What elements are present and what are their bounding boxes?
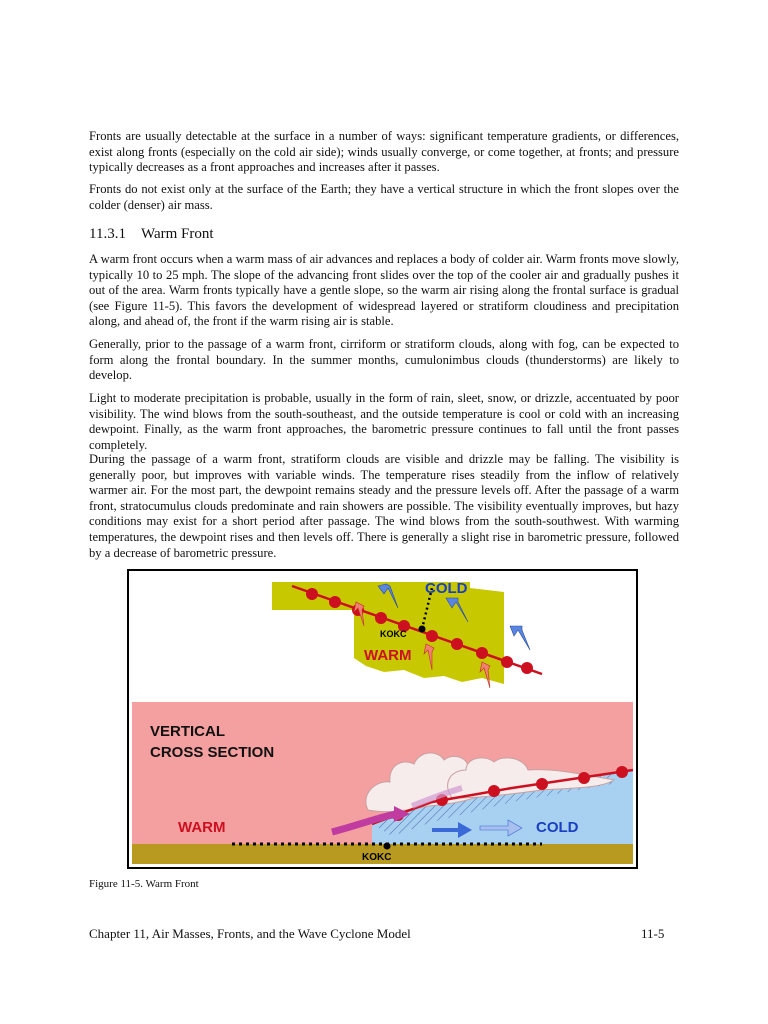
figure-caption: Figure 11-5. Warm Front: [89, 878, 199, 890]
warm-front-figure: [127, 569, 638, 869]
map-cold-label: COLD: [425, 580, 468, 597]
cross-section-warm-label: WARM: [178, 819, 226, 836]
front-semicircle: [536, 778, 548, 790]
front-semicircle: [501, 656, 513, 668]
paragraph-fronts-detectable: Fronts are usually detectable at the surface in a number of ways: significant temperature gradients, or differences, exist along fronts (especially on the cold air side); winds usually converge, or come together, at fronts; and pressure typically decreases as a front approaches and increases after it passes.: [89, 129, 679, 175]
cross-section-title-line2: CROSS SECTION: [150, 744, 275, 761]
paragraph-precipitation: Light to moderate precipitation is probable, usually in the form of rain, sleet, snow, or drizzle, accentuated by poor visibility. The wind blows from the south-southeast, and the outside temperature is cool or cold with an increasing dewpoint. Finally, as the warm front approaches, the barometric pressure continues to fall until the front passes completely.: [89, 391, 679, 452]
front-semicircle: [426, 630, 438, 642]
paragraph-warm-front-definition: A warm front occurs when a warm mass of air advances and replaces a body of colder air. Warm fronts move slowly, typically 10 to 25 mph. The slope of the advancing front slides over the top of the cooler air and gradually pushes it out of the area. Warm fronts typically have a gentle slope, so the warm air rising along the frontal surface is gradual (see Figure 11-5). This favors the development of widespread layered or stratiform cloudiness and precipitation along, and ahead of, the front if the warm rising air is stable.: [89, 252, 679, 329]
front-semicircle: [578, 772, 590, 784]
paragraph-vertical-structure: Fronts do not exist only at the surface of the Earth; they have a vertical structure in which the front slopes over the colder (denser) air mass.: [89, 182, 679, 212]
footer-page-number: 11-5: [641, 926, 665, 941]
cross-section-station-label: KOKC: [362, 852, 392, 863]
warm-front-diagram: [132, 574, 633, 864]
map-warm-label: WARM: [364, 647, 412, 664]
surface-station-dot: [384, 843, 391, 850]
front-semicircle: [451, 638, 463, 650]
section-number: 11.3.1: [89, 226, 126, 242]
front-semicircle: [521, 662, 533, 674]
front-semicircle: [306, 588, 318, 600]
paragraph-prior-passage: Generally, prior to the passage of a warm front, cirriform or stratiform clouds, along with fog, can be expected to form along the frontal boundary. In the summer months, cumulonimbus clouds (thunderstorms) are likely to develop.: [89, 337, 679, 383]
map-station-dot: [419, 626, 426, 633]
paragraph-during-passage: During the passage of a warm front, stratiform clouds are visible and drizzle may be falling. The visibility is generally poor, but improves with variable winds. The temperature rises steadily from the inflow of relatively warmer air. For the most part, the dewpoint remains steady and the pressure levels off. After the passage of a warm front, stratocumulus clouds predominate and rain showers are possible. The visibility eventually improves, but hazy conditions may exist for a short period after passage. The wind blows from the south-southwest. With warming temperatures, the dewpoint rises and then levels off. There is generally a slight rise in barometric pressure, followed by a decrease of barometric pressure.: [89, 452, 679, 560]
cross-section-cold-label: COLD: [536, 819, 579, 836]
front-semicircle: [476, 647, 488, 659]
front-semicircle: [616, 766, 628, 778]
front-semicircle: [488, 785, 500, 797]
front-semicircle: [329, 596, 341, 608]
section-title: Warm Front: [141, 226, 214, 242]
cross-section-title-line1: VERTICAL: [150, 723, 225, 740]
front-semicircle: [375, 612, 387, 624]
section-heading: [89, 226, 214, 243]
footer-chapter: Chapter 11, Air Masses, Fronts, and the Wave Cyclone Model: [89, 926, 411, 941]
map-station-label: KOKC: [380, 629, 407, 639]
